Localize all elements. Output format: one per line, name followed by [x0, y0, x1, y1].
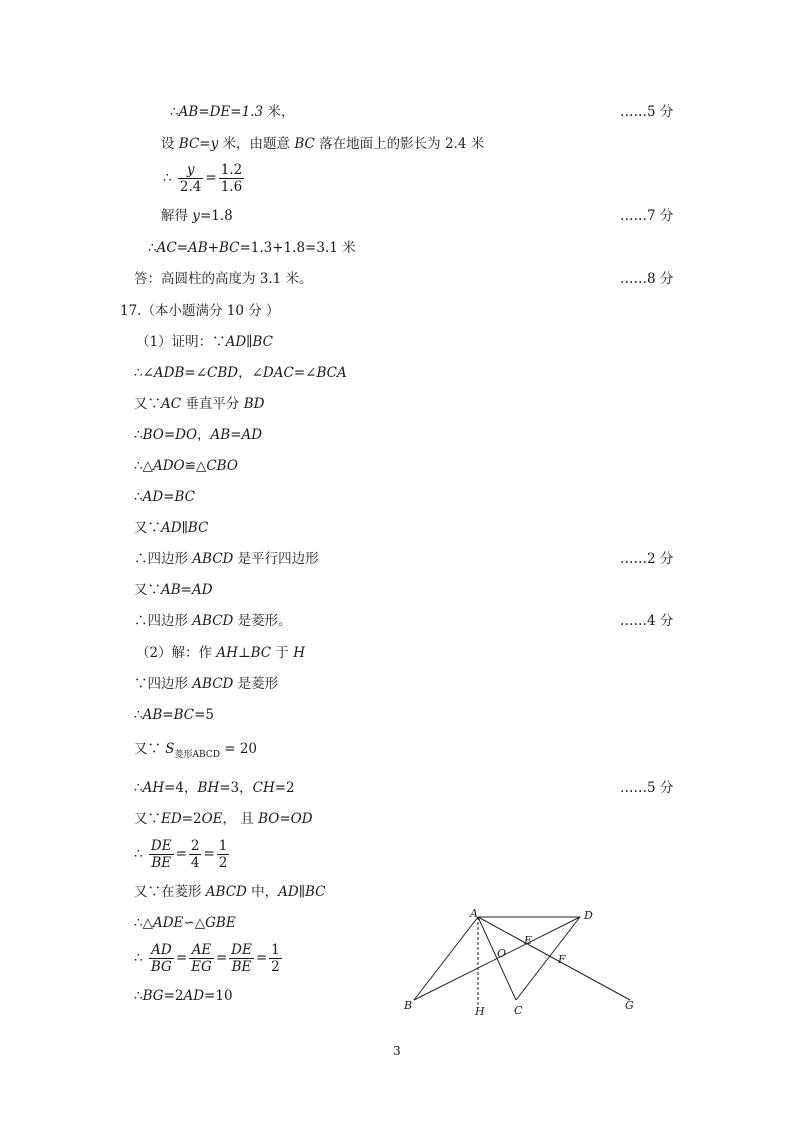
fraction — [149, 942, 174, 975]
math-text: AH — [142, 780, 165, 796]
text: = 20 — [219, 741, 258, 757]
text: 又∵在菱形 — [134, 884, 206, 900]
score-mark: ……8 分 — [620, 271, 674, 287]
numerator: y — [178, 162, 203, 179]
unit-text: 米， — [263, 104, 295, 120]
text: ∽△ — [183, 915, 206, 931]
math-text: ADO — [152, 458, 185, 474]
label-c: C — [514, 1004, 523, 1017]
fraction — [149, 838, 174, 871]
label-b: B — [404, 999, 413, 1012]
numerator: AD — [149, 942, 174, 959]
math-text: ABCD — [205, 884, 247, 900]
text: ∴四边形 — [134, 613, 193, 629]
segment-ab — [414, 917, 478, 1000]
denominator: BE — [231, 959, 252, 975]
text: 中， — [246, 884, 279, 900]
score-mark: ……7 分 — [620, 208, 674, 224]
denominator: 4 — [190, 855, 200, 871]
text: ∴ — [134, 988, 143, 1004]
denominator: BG — [150, 959, 172, 975]
line-ad-bc — [134, 488, 195, 506]
math-text: AC — [161, 396, 182, 412]
label-f: F — [558, 953, 566, 966]
text: =∠ — [184, 365, 208, 381]
text: =2 — [163, 988, 184, 1004]
denominator: 2 — [271, 959, 280, 975]
math-text: BC — [294, 136, 315, 152]
math-text: BG — [142, 988, 164, 1004]
text: ∴ — [134, 707, 143, 723]
score-mark: ……5 分 — [620, 780, 674, 796]
label-h: H — [475, 1005, 485, 1018]
line-area — [134, 740, 257, 760]
line-is-rhombus — [134, 675, 278, 693]
math-text: y — [192, 208, 200, 224]
text: =2 — [274, 780, 295, 796]
numerator: 1.2 — [220, 162, 243, 178]
line-ah-bh-ch — [134, 779, 295, 797]
label-g: G — [625, 999, 634, 1012]
text: 又∵ — [134, 811, 161, 827]
text: ∴△ — [134, 915, 153, 931]
rhombus-figure — [398, 905, 648, 1020]
text: ， — [197, 427, 211, 443]
numerator: DE — [150, 838, 172, 854]
text: ∴ — [134, 950, 143, 966]
line-similar — [134, 914, 236, 932]
text: ，∠ — [238, 365, 263, 381]
math-text: AD=BC — [142, 489, 195, 505]
denominator: BE — [151, 855, 172, 871]
fraction — [269, 942, 282, 975]
math-text: ABCD — [192, 613, 234, 629]
line-ad-parallel — [134, 519, 208, 537]
math-text: CBD — [207, 365, 239, 381]
text: 是平行四边形 — [233, 551, 319, 567]
text: =2 — [181, 811, 202, 827]
text: 于 — [271, 645, 294, 661]
math-text: ADE — [152, 915, 184, 931]
text: 米，由题意 — [218, 136, 295, 152]
text: ⊥ — [237, 645, 251, 661]
denominator: 1.6 — [220, 179, 243, 195]
math-text: GBE — [205, 915, 236, 931]
math-text: CBO — [206, 458, 238, 474]
math-text: AD∥BC — [161, 520, 209, 536]
text: ∴ — [134, 427, 143, 443]
equals-sign: = — [175, 950, 188, 966]
text: （2）解：作 — [136, 645, 217, 661]
math-text: S — [165, 741, 175, 757]
math-text: BH — [197, 780, 220, 796]
line-de-be-ratio — [134, 838, 231, 871]
text: 解得 — [161, 208, 193, 224]
text: 又∵ — [134, 520, 161, 536]
denominator: 2.4 — [179, 179, 202, 195]
text: 又∵ — [134, 396, 161, 412]
equals-sign: = — [205, 170, 217, 186]
math-text: BO=OD — [258, 811, 313, 827]
equals-sign: = — [255, 950, 268, 966]
text: ∴ — [134, 489, 143, 505]
denominator: EG — [191, 959, 212, 975]
math-text: AB=BC — [142, 707, 195, 723]
text: =5 — [194, 707, 214, 723]
text: ， 且 — [222, 811, 259, 827]
math-text: AB=AD — [210, 427, 263, 443]
score-mark: ……2 分 — [620, 551, 674, 567]
therefore-symbol: ∴ — [163, 170, 172, 186]
math-text: AD∥BC — [225, 334, 273, 350]
line-ab-ad — [134, 581, 213, 599]
fraction — [178, 162, 203, 195]
text: 垂直平分 — [181, 396, 244, 412]
text: =10 — [204, 988, 233, 1004]
segment-dc — [516, 917, 580, 1000]
text: ∴∠ — [134, 365, 154, 381]
math-text: CH — [252, 780, 275, 796]
line-congruent — [134, 457, 238, 475]
fraction — [217, 838, 230, 871]
text: =∠ — [293, 365, 317, 381]
line-part2-start — [136, 644, 305, 662]
fraction — [229, 942, 254, 975]
text: 又∵ — [134, 741, 166, 757]
math-text: AD — [183, 988, 205, 1004]
math-text: AB=AD — [161, 582, 213, 598]
math-text: AC=AB+BC — [156, 240, 240, 256]
math-text: ADB — [153, 365, 185, 381]
text: ∴ — [134, 780, 143, 796]
math-text: AH — [216, 645, 238, 661]
line-proof-start — [136, 333, 273, 351]
math-text: ABCD — [192, 551, 234, 567]
math-text: AD∥BC — [278, 884, 326, 900]
line-ab-de — [170, 103, 294, 121]
math-text: BO=DO — [142, 427, 198, 443]
equals-sign: = — [175, 846, 187, 862]
text: ∴△ — [134, 458, 153, 474]
line-similar-ratio — [134, 942, 284, 975]
subscript: 菱形ABCD — [174, 750, 220, 760]
line-set-bc — [161, 135, 484, 153]
label-a: A — [470, 907, 478, 920]
math-text: H — [293, 645, 306, 661]
line-bg-10 — [134, 987, 233, 1005]
math-text: ABCD — [192, 676, 234, 692]
text: ∴四边形 — [134, 551, 193, 567]
math-text: BD — [243, 396, 265, 412]
line-ab-bc-5 — [134, 706, 214, 724]
fraction — [189, 942, 214, 975]
line-rhombus — [134, 612, 292, 630]
line-in-rhombus — [134, 883, 325, 901]
line-angles — [134, 364, 347, 382]
math-text: DAC — [262, 365, 294, 381]
text: 落在地面上的影长为 2.4 米 — [314, 136, 485, 152]
line-ed-oe — [134, 810, 313, 828]
math-text: BC — [250, 645, 272, 661]
line-bo-do — [134, 426, 262, 444]
label-d: D — [584, 909, 593, 922]
numerator: 2 — [190, 838, 200, 854]
math-text: OE — [201, 811, 223, 827]
numerator: DE — [231, 942, 252, 958]
text: ∵四边形 — [134, 676, 193, 692]
text: （1）证明：∵ — [136, 334, 226, 350]
math-text: BC=y — [178, 136, 219, 152]
text: =3， — [219, 780, 253, 796]
text: 是菱形 — [233, 676, 279, 692]
text: 又∵ — [134, 582, 161, 598]
question-17-header: 17.（本小题满分 10 分 ） — [120, 303, 280, 319]
fraction — [219, 162, 244, 195]
math-text: ED — [161, 811, 182, 827]
text: 是菱形。 — [233, 613, 292, 629]
equals-sign: = — [215, 950, 228, 966]
text: =4， — [164, 780, 198, 796]
line-proportion — [163, 162, 246, 195]
fraction — [189, 838, 202, 871]
line-solve-y — [161, 207, 233, 225]
label-e: E — [524, 934, 533, 947]
score-mark: ……5 分 — [620, 104, 674, 120]
line-ac-sum — [148, 239, 356, 257]
line-answer: 答：高圆柱的高度为 3.1 米。 — [134, 271, 313, 287]
page-number: 3 — [393, 1044, 401, 1058]
math-text: BCA — [316, 365, 347, 381]
line-perp-bisector — [134, 395, 264, 413]
text: 设 — [161, 136, 179, 152]
therefore-symbol: ∴ — [170, 104, 179, 120]
denominator: 2 — [218, 855, 228, 871]
text: ≌△ — [184, 458, 207, 474]
equation-text: AB=DE=1.3 — [178, 104, 264, 120]
label-o: O — [497, 947, 507, 960]
equals-sign: = — [203, 846, 215, 862]
text: ∴ — [134, 846, 143, 862]
numerator: 1 — [271, 942, 280, 958]
score-mark: ……4 分 — [620, 613, 674, 629]
line-parallelogram — [134, 550, 319, 568]
text: =1.3+1.8=3.1 米 — [239, 240, 356, 256]
therefore-symbol: ∴ — [148, 240, 157, 256]
text: =1.8 — [199, 208, 233, 224]
numerator: AE — [189, 942, 214, 959]
numerator: 1 — [218, 838, 228, 854]
